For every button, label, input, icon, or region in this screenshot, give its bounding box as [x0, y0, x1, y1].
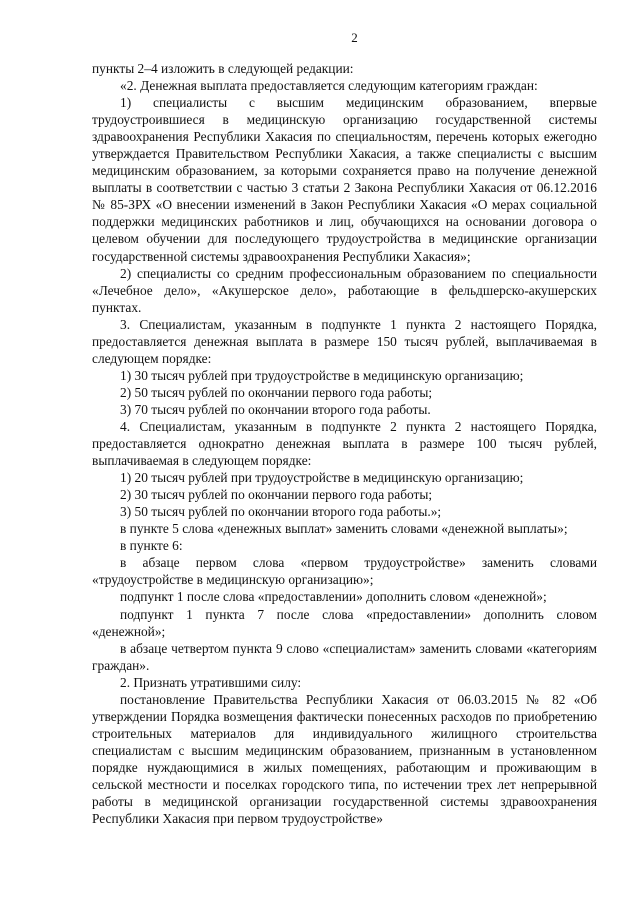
paragraph-5: 3. Специалистам, указанным в подпункте 1 пункта 2 настоящего Порядка, предоставляется денежная выплата в размере 150 тысяч рублей, выплачиваемая в следующем порядке: — [92, 316, 597, 366]
page-number: 2 — [351, 30, 358, 45]
paragraph-6: 1) 30 тысяч рублей при трудоустройстве в медицинскую организацию; — [120, 367, 524, 383]
paragraph-9: 4. Специалистам, указанным в подпункте 2 пункта 2 настоящего Порядка, предоставляется однократно денежная выплата в размере 100 тысяч рублей, выплачиваемая в следующем порядке: — [92, 418, 597, 469]
paragraph-20: постановление Правительства Республики Хакасия от 06.03.2015 № 82 «Об утверждении Порядка возмещения фактически понесенных расходов по приобретению строительных материалов для индивидуального жилищного строительства специалистам с высшим медицинским образованием, признанным в установленном порядке нуждающимися в жилых помещениях, работающим и проживающим в сельской местности и поселках городского типа, по истечении трех лет непрерывной работы в медицинской организации государственной системы здравоохранения Республики Хакасия при первом трудоустройстве» — [92, 691, 597, 827]
paragraph-10: 1) 20 тысяч рублей при трудоустройстве в медицинскую организацию; — [120, 470, 524, 486]
paragraph-18: в абзаце четвертом пункта 9 слово «специалистам» заменить словами «категориям граждан». — [92, 640, 597, 673]
paragraph-4: 2) специалисты со средним профессиональным образованием по специальности «Лечебное дело», «Акушерское дело», работающие в фельдшерско-акушерских пунктах. — [92, 265, 597, 315]
paragraph-12: 3) 50 тысяч рублей по окончании второго года работы.»; — [120, 504, 442, 520]
paragraph-17: подпункт 1 пункта 7 после слова «предоставлении» дополнить словом «денежной»; — [92, 606, 597, 639]
paragraph-14: в пункте 6: — [120, 538, 183, 554]
paragraph-13: в пункте 5 слова «денежных выплат» заменить словами «денежной выплаты»; — [120, 521, 568, 537]
paragraph-2: «2. Денежная выплата предоставляется следующим категориям граждан: — [120, 78, 538, 94]
document-body — [92, 60, 597, 827]
paragraph-11: 2) 30 тысяч рублей по окончании первого года работы; — [120, 487, 433, 503]
paragraph-19: 2. Признать утратившими силу: — [120, 674, 302, 690]
paragraph-8: 3) 70 тысяч рублей по окончании второго года работы. — [120, 401, 431, 417]
paragraph-15: в абзаце первом слова «первом трудоустройстве» заменить словами «трудоустройстве в медицинскую организацию»; — [92, 555, 597, 588]
paragraph-1: пункты 2–4 изложить в следующей редакции: — [92, 61, 354, 76]
paragraph-7: 2) 50 тысяч рублей по окончании первого года работы; — [120, 384, 433, 400]
paragraph-3: 1) специалисты с высшим медицинским образованием, впервые трудоустроившиеся в медицинскую организацию государственной системы здравоохранения Республики Хакасия по специальностям, перечень которых ежегодно утверждается Правительством Республики Хакасия, а также специалисты с высшим медицинским образованием, за которыми сохраняется право на получение денежной выплаты в соответствии с частью 3 статьи 2 Закона Республики Хакасия от 06.12.2016 № 85-ЗРХ «О внесении изменений в Закон Республики Хакасия «О мерах социальной поддержки медицинских работников и лиц, обучающихся на основании договора о целевом обучении для последующего трудоустройства в медицинские организации государственной системы здравоохранения Республики Хакасия»; — [92, 95, 597, 264]
paragraph-16: подпункт 1 после слова «предоставлении» дополнить словом «денежной»; — [120, 589, 547, 605]
